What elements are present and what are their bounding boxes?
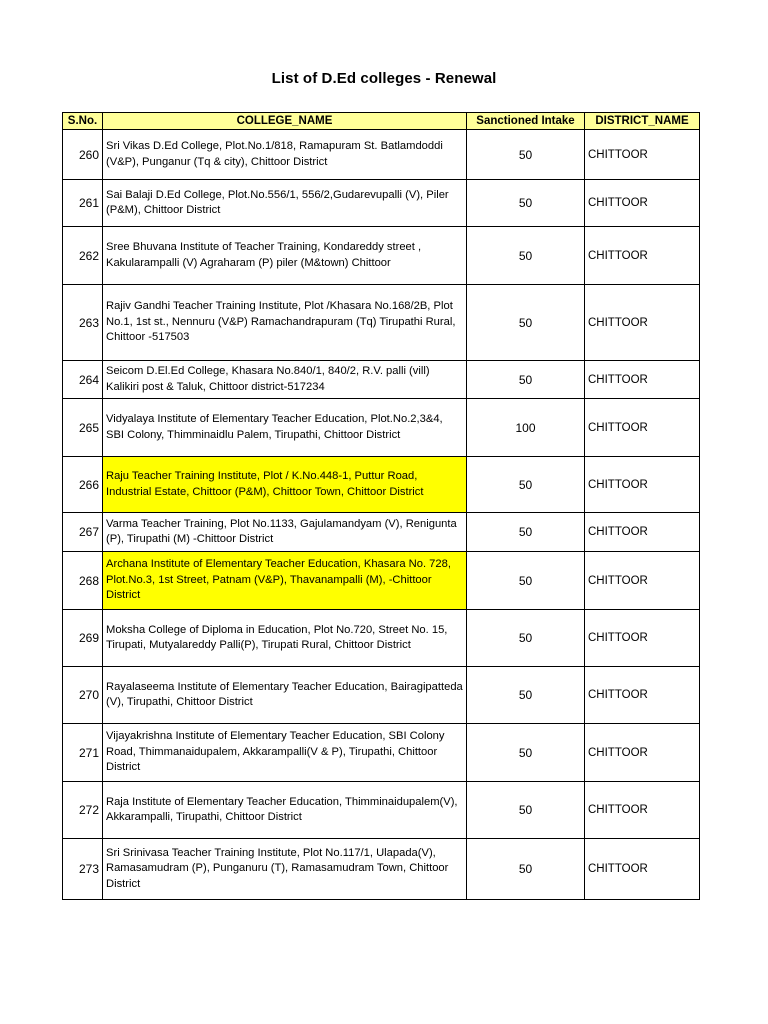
row-sanctioned-intake: 50 xyxy=(467,227,585,285)
row-sno: 272 xyxy=(63,782,103,839)
row-sno: 262 xyxy=(63,227,103,285)
row-sno: 265 xyxy=(63,399,103,457)
row-sanctioned-intake: 50 xyxy=(467,361,585,399)
row-sanctioned-intake: 50 xyxy=(467,180,585,227)
row-district-name: CHITTOOR xyxy=(585,361,700,399)
row-sno: 267 xyxy=(63,513,103,552)
table-row xyxy=(63,361,700,399)
table-row xyxy=(63,130,700,180)
row-sanctioned-intake: 50 xyxy=(467,667,585,724)
row-district-name: CHITTOOR xyxy=(585,457,700,513)
row-sanctioned-intake: 50 xyxy=(467,839,585,900)
row-district-name: CHITTOOR xyxy=(585,513,700,552)
row-college-name: Raja Institute of Elementary Teacher Education, Thimminaidupalem(V), Akkarampalli, Tirupathi, Chittoor District xyxy=(103,782,467,839)
row-district-name: CHITTOOR xyxy=(585,782,700,839)
row-sno: 260 xyxy=(63,130,103,180)
row-sno: 273 xyxy=(63,839,103,900)
row-sanctioned-intake: 50 xyxy=(467,610,585,667)
row-district-name: CHITTOOR xyxy=(585,724,700,782)
row-college-name: Rayalaseema Institute of Elementary Teacher Education, Bairagipatteda (V), Tirupathi, Chittoor District xyxy=(103,667,467,724)
row-district-name: CHITTOOR xyxy=(585,667,700,724)
row-college-name: Sree Bhuvana Institute of Teacher Training, Kondareddy street , Kakularampalli (V) Agraharam (P) piler (M&town) Chittoor xyxy=(103,227,467,285)
row-college-name: Sai Balaji D.Ed College, Plot.No.556/1, 556/2,Gudarevupalli (V), Piler (P&M), Chittoor District xyxy=(103,180,467,227)
colleges-table xyxy=(62,112,700,900)
row-sno: 269 xyxy=(63,610,103,667)
row-college-name: Seicom D.El.Ed College, Khasara No.840/1, 840/2, R.V. palli (vill) Kalikiri post & Taluk, Chittoor district-517234 xyxy=(103,361,467,399)
header-sno: S.No. xyxy=(63,113,103,130)
table-row xyxy=(63,513,700,552)
row-college-name: Sri Srinivasa Teacher Training Institute, Plot No.117/1, Ulapada(V), Ramasamudram (P), Punganuru (T), Ramasamudram Town, Chittoor District xyxy=(103,839,467,900)
table-row xyxy=(63,667,700,724)
row-sanctioned-intake: 50 xyxy=(467,552,585,610)
row-college-name: Rajiv Gandhi Teacher Training Institute, Plot /Khasara No.168/2B, Plot No.1, 1st st., Nennuru (V&P) Ramachandrapuram (Tq) Tirupathi Rural, Chittoor -517503 xyxy=(103,285,467,361)
row-sno: 261 xyxy=(63,180,103,227)
row-sanctioned-intake: 50 xyxy=(467,130,585,180)
row-sanctioned-intake: 50 xyxy=(467,782,585,839)
table-row xyxy=(63,724,700,782)
row-sno: 263 xyxy=(63,285,103,361)
header-college-name: COLLEGE_NAME xyxy=(103,113,467,130)
row-college-name: Raju Teacher Training Institute, Plot / K.No.448-1, Puttur Road, Industrial Estate, Chittoor (P&M), Chittoor Town, Chittoor District xyxy=(103,457,467,513)
row-sanctioned-intake: 50 xyxy=(467,513,585,552)
table-row xyxy=(63,552,700,610)
row-sanctioned-intake: 100 xyxy=(467,399,585,457)
row-sno: 270 xyxy=(63,667,103,724)
table-header-row xyxy=(63,113,700,130)
row-college-name: Archana Institute of Elementary Teacher Education, Khasara No. 728, Plot.No.3, 1st Street, Patnam (V&P), Thavanampalli (M), -Chittoor District xyxy=(103,552,467,610)
row-college-name: Varma Teacher Training, Plot No.1133, Gajulamandyam (V), Renigunta (P), Tirupathi (M) -Chittoor District xyxy=(103,513,467,552)
table-row xyxy=(63,180,700,227)
row-sno: 268 xyxy=(63,552,103,610)
row-college-name: Moksha College of Diploma in Education, Plot No.720, Street No. 15, Tirupati, Mutyalareddy Palli(P), Tirupati Rural, Chittoor District xyxy=(103,610,467,667)
row-district-name: CHITTOOR xyxy=(585,552,700,610)
table-row xyxy=(63,399,700,457)
table-row xyxy=(63,227,700,285)
table-row xyxy=(63,839,700,900)
row-district-name: CHITTOOR xyxy=(585,399,700,457)
header-district-name: DISTRICT_NAME xyxy=(585,113,700,130)
row-district-name: CHITTOOR xyxy=(585,610,700,667)
page-title: List of D.Ed colleges - Renewal xyxy=(271,70,497,87)
row-college-name: Sri Vikas D.Ed College, Plot.No.1/818, Ramapuram St. Batlamdoddi (V&P), Punganur (Tq & city), Chittoor District xyxy=(103,130,467,180)
row-district-name: CHITTOOR xyxy=(585,180,700,227)
table-row xyxy=(63,610,700,667)
row-sanctioned-intake: 50 xyxy=(467,285,585,361)
row-college-name: Vidyalaya Institute of Elementary Teacher Education, Plot.No.2,3&4, SBI Colony, Thimminaidlu Palem, Tirupathi, Chittoor District xyxy=(103,399,467,457)
table-row xyxy=(63,782,700,839)
row-district-name: CHITTOOR xyxy=(585,839,700,900)
row-sanctioned-intake: 50 xyxy=(467,457,585,513)
row-sanctioned-intake: 50 xyxy=(467,724,585,782)
row-sno: 264 xyxy=(63,361,103,399)
row-sno: 266 xyxy=(63,457,103,513)
row-district-name: CHITTOOR xyxy=(585,227,700,285)
row-college-name: Vijayakrishna Institute of Elementary Teacher Education, SBI Colony Road, Thimmanaidupalem, Akkarampalli(V & P), Tirupathi, Chittoor District xyxy=(103,724,467,782)
table-row xyxy=(63,285,700,361)
header-sanctioned-intake: Sanctioned Intake xyxy=(467,113,585,130)
table-row xyxy=(63,457,700,513)
table-body xyxy=(63,130,700,900)
row-sno: 271 xyxy=(63,724,103,782)
row-district-name: CHITTOOR xyxy=(585,285,700,361)
row-district-name: CHITTOOR xyxy=(585,130,700,180)
